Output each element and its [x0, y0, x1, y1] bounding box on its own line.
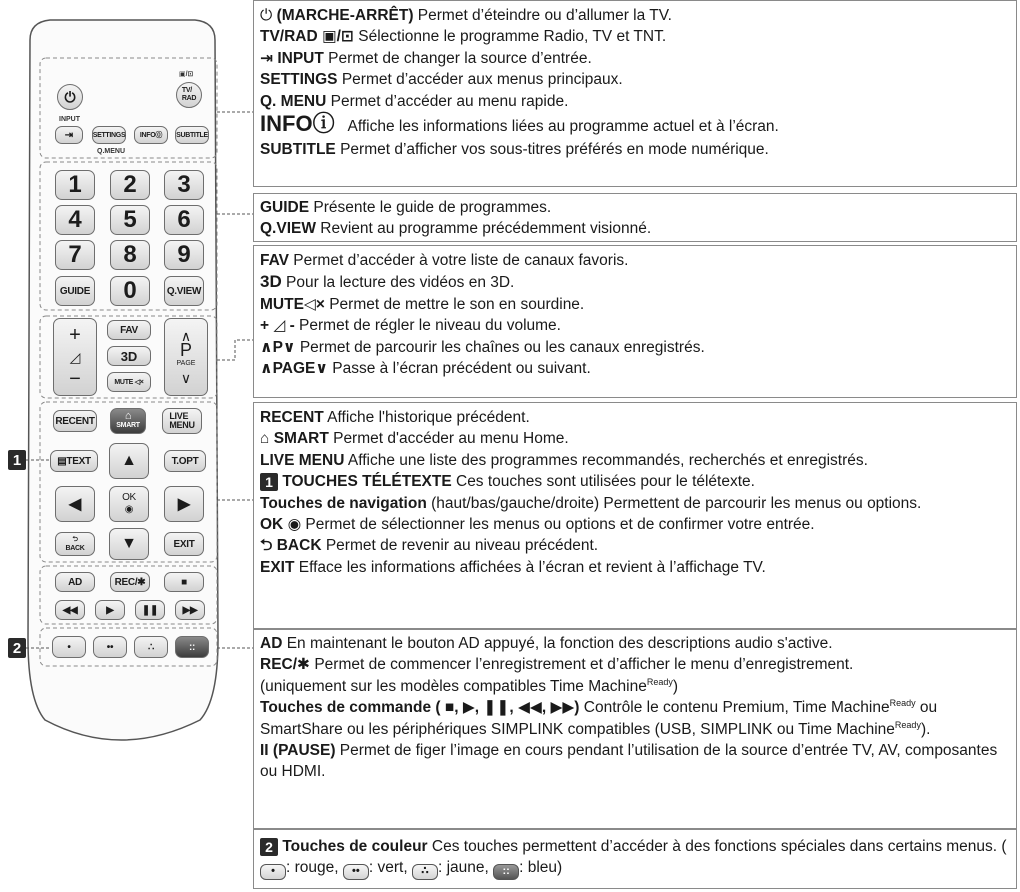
qmenu-key: Q. MENU: [260, 92, 327, 110]
callout-1-badge: 1: [8, 450, 26, 470]
exit-text: Efface les informations affichées à l’écran et revient à l’affichage TV.: [294, 558, 766, 576]
digit-2-button[interactable]: 2: [110, 170, 150, 200]
digit-8-button[interactable]: 8: [110, 240, 150, 270]
volume-up-icon: +: [69, 324, 81, 346]
input-caption: INPUT: [59, 116, 80, 123]
ad-button[interactable]: AD: [55, 572, 95, 592]
home-icon: ⌂: [124, 410, 132, 422]
nav-keys-line: [260, 493, 1010, 514]
control-keys-line: [260, 697, 1010, 740]
color-keys-key: Touches de couleur: [282, 838, 428, 855]
rec-note-text: (uniquement sur les modèles compatibles Time Machine: [260, 677, 647, 695]
settings-line: [260, 69, 1010, 90]
page-key: ∧PAGE∨: [260, 360, 328, 378]
channel-rocker[interactable]: [164, 318, 208, 396]
power-line: [260, 5, 1010, 26]
volume-key: + ◿ -: [260, 317, 295, 335]
red-key-icon: •: [260, 864, 286, 880]
digit-1-button[interactable]: 1: [55, 170, 95, 200]
ok-line: [260, 514, 1010, 535]
guide-key: GUIDE: [260, 199, 310, 216]
mute-label: MUTE: [114, 378, 134, 386]
control-keys-text-c: ).: [920, 720, 931, 738]
3d-text: Pour la lecture des vidéos en 3D.: [281, 274, 515, 292]
home-icon-desc: ⌂: [260, 430, 270, 448]
ad-key: AD: [260, 635, 283, 652]
mute-key: MUTE: [260, 295, 304, 313]
subtitle-line: [260, 139, 1010, 160]
blue-key-button[interactable]: ::: [175, 636, 209, 658]
guide-line: [260, 197, 1010, 218]
back-button[interactable]: [55, 532, 95, 556]
volume-line: [260, 315, 1010, 336]
ok-circle-icon: ◉: [287, 516, 302, 534]
control-keys-symbols: ( ■, ▶, ❚❚, ◀◀, ▶▶): [431, 699, 580, 717]
ad-text: En maintenant le bouton AD appuyé, la fonction des descriptions audio s'active.: [282, 635, 833, 652]
input-button[interactable]: ⇥: [55, 126, 83, 144]
qmenu-caption: Q.MENU: [97, 148, 125, 155]
digit-6-button[interactable]: 6: [164, 205, 204, 235]
qview-key: Q.VIEW: [260, 220, 316, 238]
subtitle-button[interactable]: SUBTITLE: [175, 126, 209, 144]
text-label: TEXT: [66, 455, 91, 467]
program-key: ∧P∨: [260, 338, 296, 356]
3d-button[interactable]: 3D: [107, 346, 151, 366]
digit-3-button[interactable]: 3: [164, 170, 204, 200]
teletext-icon: ▤: [57, 455, 67, 467]
yellow-key-icon: ∴: [412, 864, 438, 880]
mute-line: [260, 294, 1010, 315]
fav-text: Permet d’accéder à votre liste de canaux favoris.: [289, 252, 629, 269]
info-text: Affiche les informations liées au programme actuel et à l’écran.: [347, 118, 779, 136]
subtitle-text: Permet d’afficher vos sous-titres préférés en mode numérique.: [335, 141, 769, 159]
nav-up-button[interactable]: [109, 443, 149, 479]
qview-button[interactable]: Q.VIEW: [164, 276, 204, 306]
tvrad-line: [260, 26, 1010, 47]
digit-7-button[interactable]: 7: [55, 240, 95, 270]
red-text: : rouge,: [286, 859, 343, 877]
green-text: : vert,: [368, 859, 412, 877]
text-button[interactable]: [50, 450, 98, 472]
info-line: [260, 112, 1010, 139]
teletext-text: Ces touches sont utilisées pour le télétexte.: [451, 473, 755, 491]
volume-icon: ◿: [69, 349, 81, 365]
chevron-up-icon: ∧: [180, 328, 192, 344]
arrow-right-icon: ▶: [177, 496, 191, 513]
pause-key: II (PAUSE): [260, 742, 336, 760]
blue-text: : bleu): [519, 859, 563, 877]
play-icon: ▶: [106, 604, 114, 616]
red-key-button[interactable]: •: [52, 636, 86, 658]
control-keys-text-a: Contrôle le contenu Premium, Time Machine: [579, 699, 890, 717]
smart-text: Permet d'accéder au menu Home.: [328, 430, 569, 448]
power-icon: ⏻: [260, 7, 273, 24]
page-label: PAGE: [176, 360, 196, 367]
input-icon: ⇥: [260, 49, 273, 67]
teletext-key: TOUCHES TÉLÉTEXTE: [282, 473, 452, 491]
smart-key: SMART: [273, 430, 329, 448]
fast-forward-button[interactable]: [175, 600, 205, 620]
back-key: BACK: [276, 537, 322, 555]
back-label: BACK: [65, 545, 85, 552]
ready-sup: Ready: [646, 676, 673, 687]
green-key-icon: ••: [343, 864, 369, 880]
nav-left-button[interactable]: [55, 486, 95, 522]
playback-section: [253, 629, 1017, 829]
pause-icon: ❚❚: [141, 604, 159, 616]
yellow-key-button[interactable]: ∴: [134, 636, 168, 658]
pause-text: Permet de figer l’image en cours pendant l’utilisation de la source d’entrée TV, AV, composantes ou HDMI.: [260, 742, 998, 781]
rec-button[interactable]: REC/✱: [110, 572, 150, 592]
ok-label: OK: [122, 492, 136, 503]
tvrad-top-label: ▣/⊡: [179, 71, 194, 78]
smart-line: [260, 428, 1010, 449]
qmenu-line: [260, 91, 1010, 112]
live-menu-text: Affiche une liste des programmes recommandés, recherchés et enregistrés.: [344, 451, 868, 469]
ok-key: OK: [260, 516, 284, 534]
qview-line: [260, 218, 1010, 239]
recent-button[interactable]: RECENT: [53, 410, 97, 432]
back-line: [260, 535, 1010, 556]
callout-2-badge: 2: [8, 638, 26, 658]
tv-rad-button[interactable]: TV/ RAD: [176, 82, 202, 108]
control-keys-text-b: ou SmartShare ou les périphériques SIMPLINK compatibles (USB, SIMPLINK ou Time Machine: [260, 699, 938, 738]
pause-button[interactable]: [135, 600, 165, 620]
qmenu-text: Permet d’accéder au menu rapide.: [326, 92, 569, 110]
power-button[interactable]: ⏻: [57, 84, 83, 110]
recent-text: Affiche l'historique précédent.: [323, 409, 530, 426]
pause-line: [260, 740, 1010, 783]
settings-text: Permet d’accéder aux menus principaux.: [337, 71, 623, 89]
exit-button[interactable]: EXIT: [164, 532, 204, 556]
power-section: [253, 0, 1017, 187]
settings-button[interactable]: SETTINGS: [92, 126, 126, 144]
p-label: P: [179, 340, 192, 360]
digit-9-button[interactable]: 9: [164, 240, 204, 270]
ok-icon: ◉: [124, 504, 134, 515]
digit-5-button[interactable]: 5: [110, 205, 150, 235]
numbers-section: [253, 193, 1017, 242]
recent-line: [260, 407, 1010, 428]
live-menu-line: [260, 450, 1010, 471]
ready-sup-3: Ready: [894, 719, 921, 730]
arrow-left-icon: ◀: [68, 496, 82, 513]
stop-icon: ■: [181, 576, 187, 588]
digit-0-button[interactable]: 0: [110, 276, 150, 306]
blue-key-icon: ::: [493, 864, 519, 880]
nav-keys-key: Touches de navigation: [260, 494, 427, 512]
mute-button[interactable]: [107, 372, 151, 392]
rec-line: [260, 654, 1010, 675]
power-text: Permet d’éteindre ou d’allumer la TV.: [413, 7, 672, 24]
guide-button[interactable]: GUIDE: [55, 276, 95, 306]
program-line: [260, 337, 1010, 358]
info-icon: ⓘ: [312, 111, 335, 137]
guide-text: Présente le guide de programmes.: [309, 199, 552, 216]
settings-key: SETTINGS: [260, 71, 338, 89]
teletext-line: [260, 471, 1010, 492]
digit-4-button[interactable]: 4: [55, 205, 95, 235]
page-text: Passe à l’écran précédent ou suivant.: [327, 360, 591, 378]
smart-button[interactable]: [110, 408, 146, 434]
callout-2-inline-badge: 2: [260, 838, 278, 856]
control-keys-key: Touches de commande: [260, 699, 432, 717]
input-line: [260, 48, 1010, 69]
back-icon: ⮌: [260, 537, 273, 555]
power-key: (MARCHE-ARRÊT): [276, 7, 414, 24]
fav-button[interactable]: FAV: [107, 320, 151, 340]
smart-label: SMART: [116, 422, 140, 429]
chevron-down-icon: ∨: [180, 370, 192, 386]
info-key: INFO: [260, 111, 313, 137]
rec-note-line: (uniquement sur les modèles compatibles Time Machine$^{Ready}$): [260, 676, 679, 695]
play-button[interactable]: [95, 600, 125, 620]
stop-button[interactable]: [164, 572, 204, 592]
live-menu-button[interactable]: LIVE MENU: [162, 408, 202, 434]
rewind-button[interactable]: [55, 600, 85, 620]
ok-text: Permet de sélectionner les menus ou options et de confirmer votre entrée.: [301, 516, 815, 534]
arrow-down-icon: ▼: [121, 535, 137, 552]
color-keys-line: [260, 836, 1010, 880]
input-text: Permet de changer la source d’entrée.: [323, 49, 592, 67]
info-button[interactable]: INFO⓪: [134, 126, 168, 144]
colors-section: [253, 829, 1017, 889]
nav-down-button[interactable]: [109, 528, 149, 560]
ok-button[interactable]: [109, 486, 149, 522]
remote-illustration: [0, 0, 260, 892]
yellow-text: : jaune,: [437, 859, 494, 877]
ready-sup-2: Ready: [889, 698, 916, 709]
back-text: Permet de revenir au niveau précédent.: [321, 537, 599, 555]
mute-text: Permet de mettre le son en sourdine.: [324, 295, 585, 313]
exit-key: EXIT: [260, 558, 295, 576]
volume-down-icon: −: [69, 368, 81, 390]
color-keys-text: Ces touches permettent d’accéder à des fonctions spéciales dans certains menus. (: [427, 838, 1007, 855]
mute-speaker-icon: ◁×: [303, 295, 325, 313]
rec-text: Permet de commencer l’enregistrement et d’afficher le menu d’enregistrement.: [310, 656, 854, 674]
arrow-up-icon: ▲: [121, 452, 137, 469]
3d-line: [260, 271, 1010, 293]
fav-line: [260, 250, 1010, 271]
volume-rocker[interactable]: [53, 318, 97, 396]
green-key-button[interactable]: ••: [93, 636, 127, 658]
navigation-section: [253, 402, 1017, 629]
nav-keys-text: (haut/bas/gauche/droite) Permettent de parcourir les menus ou options.: [426, 494, 922, 512]
program-text: Permet de parcourir les chaînes ou les canaux enregistrés.: [295, 338, 705, 356]
fav-key: FAV: [260, 252, 289, 269]
live-menu-key: LIVE MENU: [260, 451, 345, 469]
tvrad-key: TV/RAD: [260, 28, 318, 46]
volume-section: [253, 245, 1017, 398]
nav-right-button[interactable]: [164, 486, 204, 522]
recent-key: RECENT: [260, 409, 324, 426]
callout-1-inline-badge: 1: [260, 473, 278, 491]
rec-key: REC/✱: [260, 656, 311, 674]
back-arrow-icon: ⮌: [72, 536, 78, 543]
fast-forward-icon: ▶▶: [182, 604, 198, 616]
ad-line: [260, 633, 1010, 654]
3d-key: 3D: [260, 272, 282, 292]
qview-text: Revient au programme précédemment visionné.: [315, 220, 652, 238]
tv-radio-icon: ▣/⊡: [322, 28, 354, 46]
mute-icon: ◁×: [134, 379, 144, 386]
input-key: INPUT: [277, 49, 324, 67]
exit-line: [260, 557, 1010, 578]
page-line: [260, 358, 1010, 379]
tvrad-text: Sélectionne le programme Radio, TV et TNT.: [353, 28, 667, 46]
rewind-icon: ◀◀: [62, 604, 78, 616]
subtitle-key: SUBTITLE: [260, 141, 336, 159]
volume-text: Permet de régler le niveau du volume.: [294, 317, 561, 335]
topt-button[interactable]: T.OPT: [164, 450, 206, 472]
